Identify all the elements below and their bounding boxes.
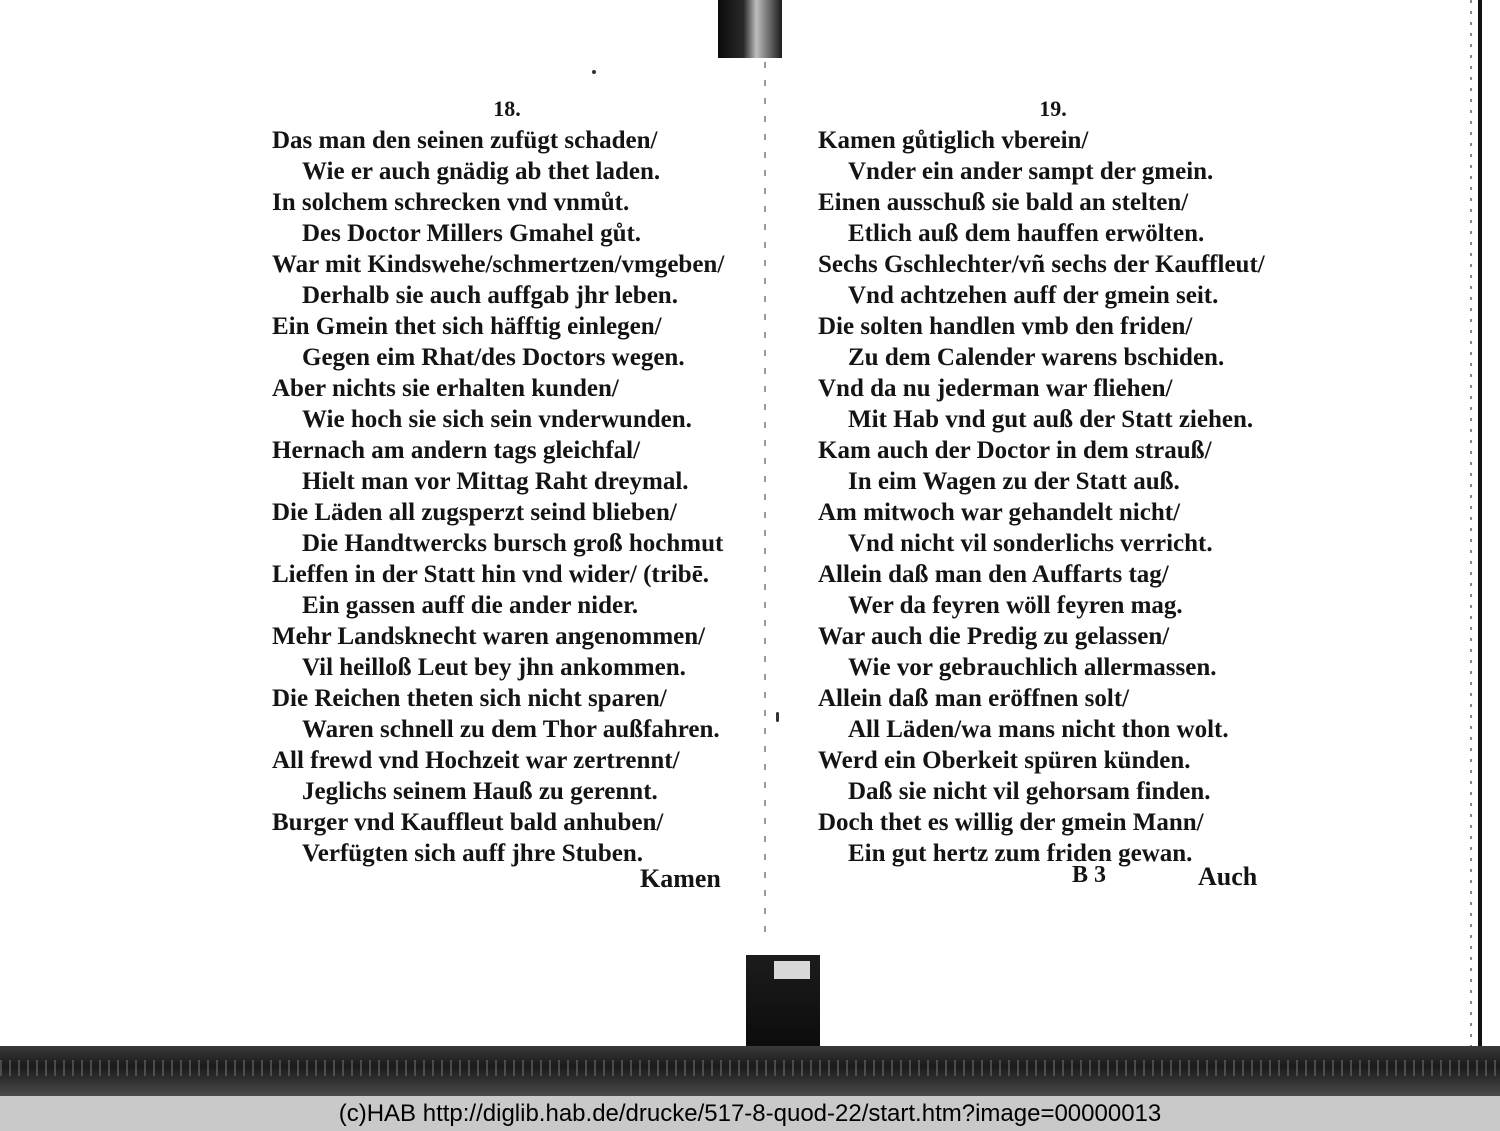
verse-line: Lieffen in der Statt hin vnd wider/ (tribē.	[272, 561, 710, 588]
right-page	[818, 93, 1268, 869]
left-verse-list	[272, 125, 732, 869]
verse-line: Die Läden all zugsperzt seind blieben/	[272, 499, 677, 526]
ink-speck	[592, 70, 596, 74]
verse-line: Kam auch der Doctor in dem strauß/	[818, 437, 1212, 464]
verse-line: Die Handtwercks bursch groß hochmut	[302, 530, 724, 557]
verse-line: Mit Hab vnd gut auß der Statt ziehen.	[848, 406, 1254, 433]
verse-line: Burger vnd Kauffleut bald anhuben/	[272, 809, 664, 836]
verse-line: Vil heilloß Leut bey jhn ankommen.	[302, 654, 686, 681]
gutter-top-shadow	[718, 0, 782, 58]
signature-mark: B 3	[1072, 862, 1107, 888]
scanner-bottom-band	[0, 1046, 1500, 1096]
verse-line: Ein gassen auff die ander nider.	[302, 592, 639, 619]
right-edge-dots	[1470, 0, 1472, 1050]
verse-line: Sechs Gschlechter/vñ sechs der Kauffleut/	[818, 251, 1265, 278]
verse-line: Wie vor gebrauchlich allermassen.	[848, 654, 1217, 681]
verse-line: Einen ausschuß sie bald an stelten/	[818, 189, 1189, 216]
verse-line: Jeglichs seinem Hauß zu gerennt.	[302, 778, 658, 805]
verse-line: Mehr Landsknecht waren angenommen/	[272, 623, 706, 650]
verse-line: Vnd da nu jederman war fliehen/	[818, 375, 1173, 402]
verse-line: Gegen eim Rhat/des Doctors wegen.	[302, 344, 685, 371]
verse-line: Wie hoch sie sich sein vnderwunden.	[302, 406, 692, 433]
verse-line: Am mitwoch war gehandelt nicht/	[818, 499, 1181, 526]
right-verse-list	[818, 125, 1268, 869]
verse-line: War mit Kindswehe/schmertzen/vmgeben/	[272, 251, 725, 278]
copyright-footer: (c)HAB http://diglib.hab.de/drucke/517-8-quod-22/start.htm?image=00000013	[0, 1096, 1500, 1131]
verse-line: Ein gut hertz zum friden gewan.	[848, 840, 1193, 867]
verse-line: Kamen gůtiglich vberein/	[818, 127, 1089, 154]
verse-line: Das man den seinen zufügt schaden/	[272, 127, 658, 154]
verse-line: Die Reichen theten sich nicht sparen/	[272, 685, 667, 712]
verse-line: Zu dem Calender warens bschiden.	[848, 344, 1225, 371]
verse-line: Allein daß man den Auffarts tag/	[818, 561, 1169, 588]
verse-line: All frewd vnd Hochzeit war zertrennt/	[272, 747, 680, 774]
left-page-number: 18.	[493, 96, 521, 121]
verse-line: Allein daß man eröffnen solt/	[818, 685, 1130, 712]
gutter-bottom-shadow	[746, 955, 820, 1055]
right-catchword: Auch	[1198, 862, 1258, 891]
gutter-fold-line	[764, 62, 766, 942]
verse-line: Daß sie nicht vil gehorsam finden.	[848, 778, 1211, 805]
verse-line: Des Doctor Millers Gmahel gůt.	[302, 220, 642, 247]
verse-line: Werd ein Oberkeit spüren künden.	[818, 747, 1191, 774]
ink-speck	[776, 712, 779, 722]
verse-line: Waren schnell zu dem Thor außfahren.	[302, 716, 720, 743]
verse-line: In eim Wagen zu der Statt auß.	[848, 468, 1180, 495]
verse-line: Ein Gmein thet sich häfftig einlegen/	[272, 313, 662, 340]
verse-line: Wer da feyren wöll feyren mag.	[848, 592, 1183, 619]
verse-line: Aber nichts sie erhalten kunden/	[272, 375, 619, 402]
verse-line: Derhalb sie auch auffgab jhr leben.	[302, 282, 678, 309]
verse-line: Wie er auch gnädig ab thet laden.	[302, 158, 661, 185]
verse-line: War auch die Predig zu gelassen/	[818, 623, 1170, 650]
verse-line: In solchem schrecken vnd vnmůt.	[272, 189, 630, 216]
left-catchword: Kamen	[640, 864, 721, 893]
verse-line: Verfügten sich auff jhre Stuben.	[302, 840, 643, 867]
left-page	[272, 93, 732, 869]
verse-line: Vnd achtzehen auff der gmein seit.	[848, 282, 1219, 309]
verse-line: Hielt man vor Mittag Raht dreymal.	[302, 468, 689, 495]
verse-line: All Läden/wa mans nicht thon wolt.	[848, 716, 1229, 743]
verse-line: Doch thet es willig der gmein Mann/	[818, 809, 1204, 836]
verse-line: Die solten handlen vmb den friden/	[818, 313, 1193, 340]
verse-line: Etlich auß dem hauffen erwölten.	[848, 220, 1205, 247]
right-page-edge	[1478, 0, 1482, 1050]
right-page-number: 19.	[1039, 96, 1067, 121]
verse-line: Vnder ein ander sampt der gmein.	[848, 158, 1214, 185]
verse-line: Vnd nicht vil sonderlichs verricht.	[848, 530, 1213, 557]
verse-line: Hernach am andern tags gleichfal/	[272, 437, 641, 464]
